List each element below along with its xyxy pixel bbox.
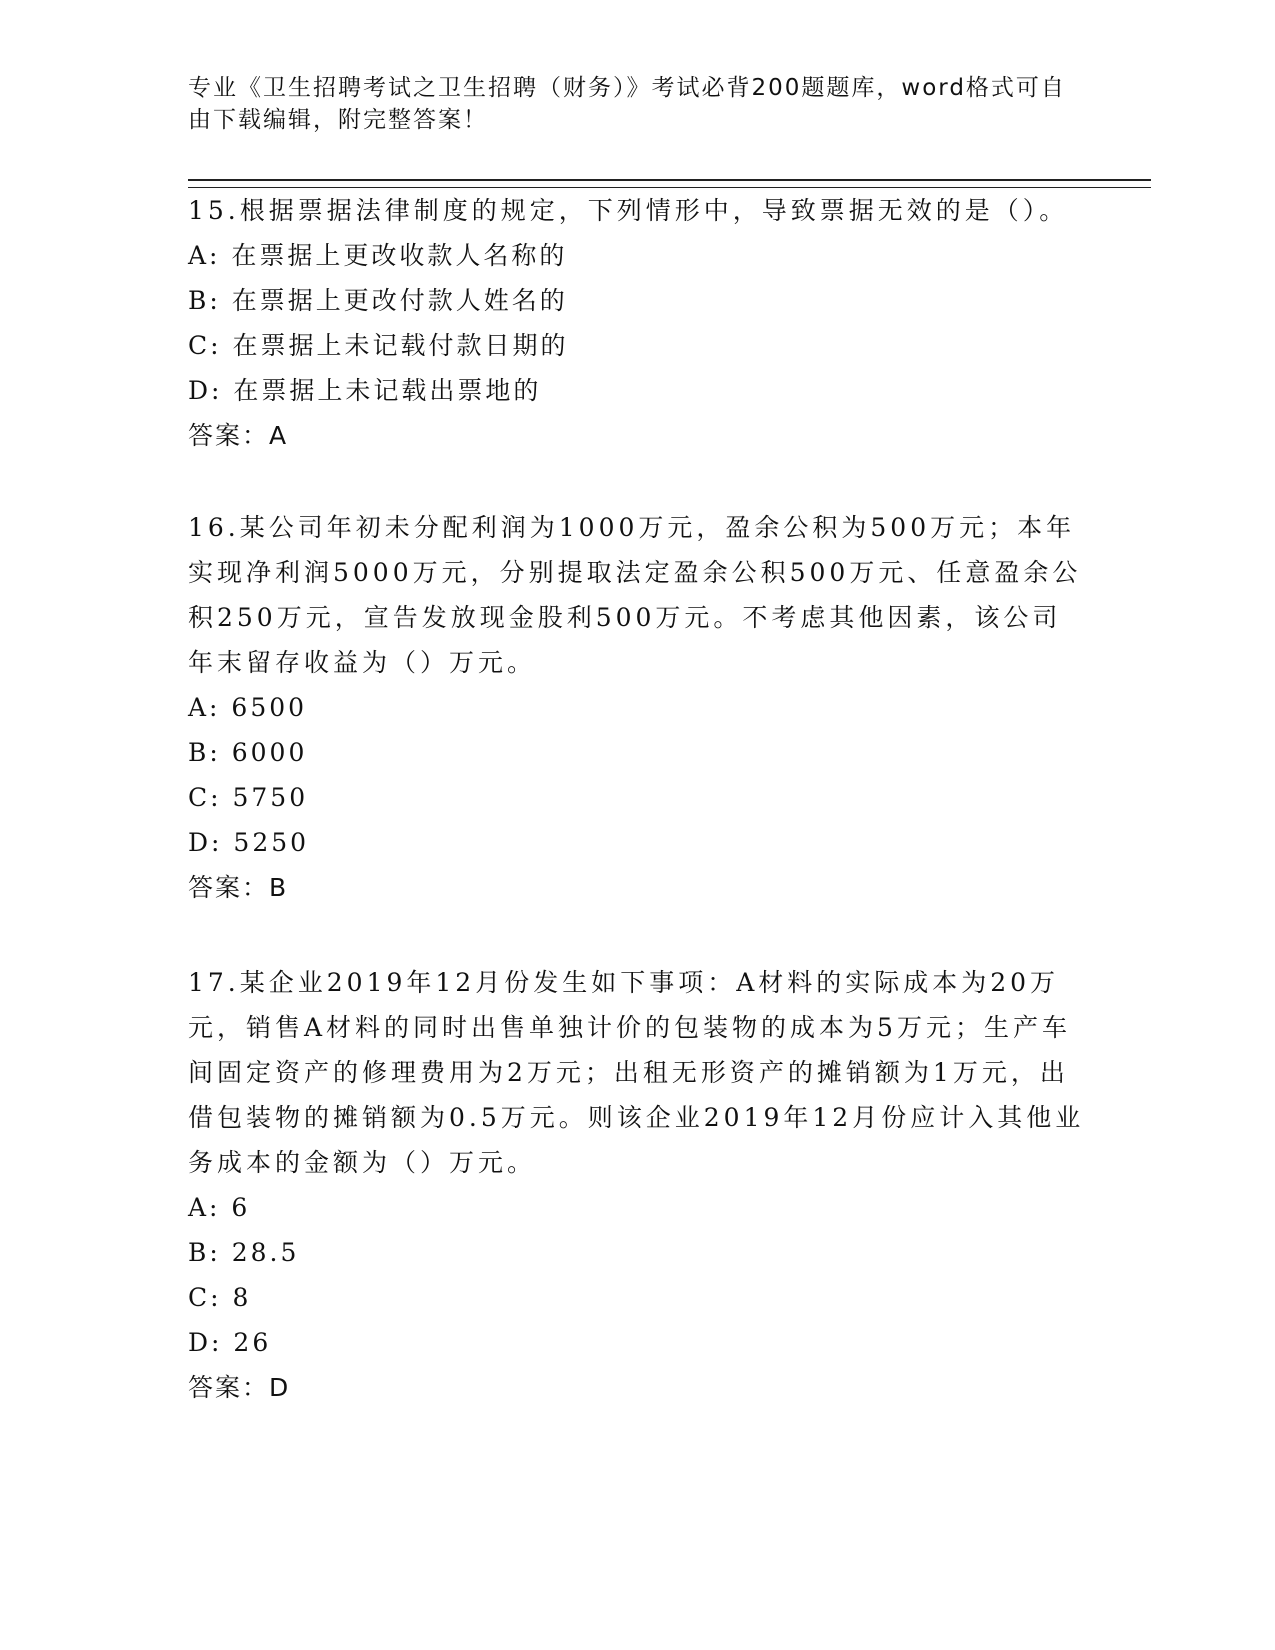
- document-header: 专业《卫生招聘考试之卫生招聘（财务）》考试必背200题题库，word格式可自由下载编辑，附完整答案！: [188, 75, 1066, 133]
- option-c: C: 8: [188, 1283, 252, 1312]
- question-stem: 17.某企业2019年12月份发生如下事项：A材料的实际成本为20万元，销售A材料的同时出售单独计价的包装物的成本为5万元；生产车间固定资产的修理费用为2万元；出租无形资产的摊销额为1万元，出借包装物的摊销额为0.5万元。则该企业2019年12月份应计入其他业务成本的金额为（）万元。: [188, 968, 1085, 1177]
- option-a: A: 6: [188, 1193, 251, 1222]
- option-b: B: 在票据上更改付款人姓名的: [188, 286, 568, 315]
- option-d: D: 26: [188, 1328, 272, 1357]
- question-stem: 16.某公司年初未分配利润为1000万元，盈余公积为500万元；本年实现净利润5000万元，分别提取法定盈余公积500万元、任意盈余公积250万元，宣告发放现金股利500万元。不考虑其他因素，该公司年末留存收益为（）万元。: [188, 513, 1082, 677]
- question-15: [188, 188, 1088, 458]
- question-16: [188, 505, 1088, 910]
- option-b: B: 6000: [188, 738, 308, 767]
- question-stem: 15.根据票据法律制度的规定，下列情形中，导致票据无效的是（）。: [188, 196, 1069, 225]
- option-b: B: 28.5: [188, 1238, 300, 1267]
- header-divider: [188, 179, 1151, 188]
- option-a: A: 6500: [188, 693, 308, 722]
- option-d: D: 在票据上未记载出票地的: [188, 376, 542, 405]
- question-17: [188, 960, 1088, 1410]
- option-c: C: 在票据上未记载付款日期的: [188, 331, 569, 360]
- answer: 答案：D: [188, 1373, 291, 1402]
- answer: 答案：B: [188, 873, 289, 902]
- answer: 答案：A: [188, 421, 289, 450]
- option-c: C: 5750: [188, 783, 309, 812]
- option-d: D: 5250: [188, 828, 310, 857]
- option-a: A: 在票据上更改收款人名称的: [188, 241, 568, 270]
